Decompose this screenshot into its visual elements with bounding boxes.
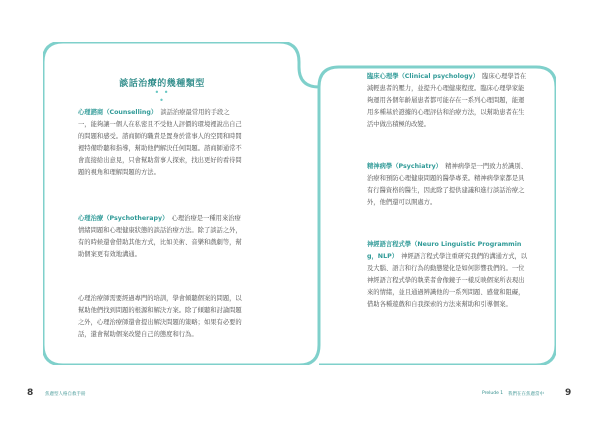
page-number-left: 8 bbox=[27, 388, 34, 398]
body-therapist-training: 心理治療師需要經過專門的培訓，學會傾聽個案的問題，以幫助他們找到問題的根源和解決方案。除了傾聽和討論問題之外，心理治療師還會提出解決問題的策略；如果有必要的話，還會幫助個案改變自己的態度和行為。 bbox=[78, 295, 242, 338]
body-clinical-psychology: 臨床心理學旨在減輕患者的壓力，並提升心理健康程度。臨床心理學家能夠運用各個年齡層患者都可能存在一系列心理問題，能運用多種基於證據的心理評估和治療方法，以幫助患者在生活中做出積極的改變。 bbox=[367, 73, 527, 128]
page-title: 談話治療的幾種類型 bbox=[119, 79, 205, 89]
section-psychiatry bbox=[367, 161, 529, 209]
chapter-title-footer: 我們在在焦慮當中 bbox=[508, 392, 544, 397]
heading-psychiatry: 精神病學（Psychiatry） bbox=[367, 163, 439, 170]
body-psychotherapy: 心理治療是一種用來治療情緒問題和心理健康狀態的談話治療方法。除了談話之外，有的時候還會借助其他方式，比如美術、音樂和戲劇等，幫助個案更有效地溝通。 bbox=[78, 215, 242, 258]
heading-clinical-psychology: 臨床心理學（Clinical psychology） bbox=[367, 73, 476, 80]
body-counselling: 談話治療最常用的手段之一，能夠讓一個人在私密且不受他人評價的環境裡說出自己的問題和感受。諮商師的職責是置身於當事人的空間和時間裡特備聆聽和指導，幫助他們解決任何問題。諮商師通常不會直接給出意見，只會幫助當事人探索，找出更好的看待問題的視角和理解問題的方法。 bbox=[78, 109, 242, 176]
heading-psychotherapy: 心理治療（Psychotherapy） bbox=[78, 215, 166, 222]
body-psychiatry: 精神病學是一門致力於識別、治療和預防心理健康問題的醫學專業。精神病學家都是具有行醫資格的醫生，因此除了提供建議和進行談話治療之外，他們還可以開處方。 bbox=[367, 163, 527, 206]
body-nlp: 神經語言程式學注重研究我們的溝通方式，以及大腦、語言和行為的動態變化是如何影響我們的。一位神經語言程式學的執業者會像鏡子一樣反映個案所表現出來的情緒，並且通過辨識他的一系列問題、感覺和阻礙，借助各種遊戲和自我探索的方法來幫助和引導個案。 bbox=[367, 252, 528, 308]
section-therapist-training bbox=[78, 293, 242, 341]
section-counselling bbox=[78, 107, 242, 178]
chapter-label-footer: Prelude 1 bbox=[482, 391, 504, 396]
heading-nlp: 神經語言程式學（Neuro Linguistic Programming，NLP） bbox=[367, 241, 522, 260]
book-title-footer: 焦慮型人格自救手冊 bbox=[45, 392, 86, 397]
heading-counselling: 心理諮商（Counselling） bbox=[78, 109, 155, 116]
section-psychotherapy bbox=[78, 213, 242, 261]
section-nlp bbox=[367, 239, 529, 310]
section-clinical-psychology bbox=[367, 71, 529, 131]
title-dots: • • • bbox=[154, 88, 170, 105]
page-number-right: 9 bbox=[565, 388, 572, 398]
